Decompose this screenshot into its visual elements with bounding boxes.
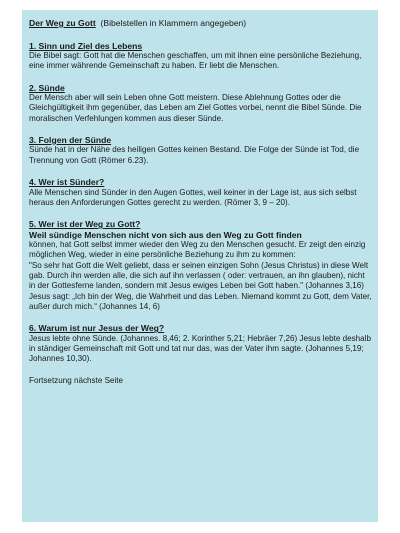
section-heading: 2. Sünde [29, 82, 65, 93]
section-paragraph: Die Bibel sagt: Gott hat die Menschen geschaffen, um mit ihnen eine persönliche Beziehung, eine immer währende Gemeinschaft zu haben. Er liebt die Menschen. [29, 51, 362, 71]
title-note: (Bibelstellen in Klammern angegeben) [100, 18, 247, 28]
section-weg-zu-gott [29, 219, 372, 312]
document-title: Der Weg zu Gott [29, 18, 96, 28]
bible-quote: Jesus sagt: „Ich bin der Weg, die Wahrheit und das Leben. Niemand kommt zu Gott, dem Vater, außer durch mich.“ (Johannes 14, 6) [29, 291, 372, 311]
section-paragraph: Alle Menschen sind Sünder in den Augen Gottes, weil keiner in der Lage ist, aus sich selbst heraus den Anforderungen Gottes gerecht zu werden. (Römer 3, 9 – 20). [29, 187, 357, 207]
title-line [29, 18, 372, 29]
section-sinn-und-ziel [29, 41, 372, 72]
continuation-note: Fortsetzung nächste Seite [29, 375, 124, 385]
section-paragraph: Sünde hat in der Nähe des heiligen Gottes keinen Bestand. Die Folge der Sünde ist Tod, die Trennung von Gott (Römer 6.23). [29, 145, 360, 165]
section-paragraph: Der Mensch aber will sein Leben ohne Gott meistern. Diese Ablehnung Gottes oder die Gleichgültigkeit ihm gegenüber, das Leben am Ziel Gottes vorbei, nennt die Bibel Sünde. Die moralischen Verfehlungen kommen aus dieser Sünde. [29, 93, 362, 123]
section-warum-nur-jesus [29, 323, 372, 364]
section-heading: 4. Wer ist Sünder? [29, 177, 105, 188]
section-heading: 6. Warum ist nur Jesus der Weg? [29, 323, 165, 334]
section-heading: 1. Sinn und Ziel des Lebens [29, 40, 143, 51]
document-page [22, 10, 378, 522]
section-heading: 5. Wer ist der Weg zu Gott? [29, 219, 141, 230]
bible-quote: "So sehr hat Gott die Welt geliebt, dass er seinen einzigen Sohn (Jesus Christus) in diese Welt gab. Durch ihn werden alle, die sich auf ihn verlassen ( oder: vertrauen, an ihn glauben), nicht in der Gottesferne landen, sondern mit Jesus ewiges Leben bei Gott haben." (Johannes 3,16) [29, 260, 369, 291]
section-paragraph: können, hat Gott selbst immer wieder den Weg zu den Menschen gesucht. Er zeigt den einzig möglichen Weg, wieder in eine persönliche Beziehung zu ihm zu kommen: [29, 240, 366, 260]
section-heading: 3. Folgen der Sünde [29, 134, 112, 145]
section-wer-ist-suender [29, 177, 372, 208]
section-paragraph: Jesus lebte ohne Sünde. (Johannes. 8,46; 2. Korinther 5,21; Hebräer 7,26) Jesus lebte deshalb in ständiger Gemeinschaft mit Gott und tat nur das, was der Vater ihm sagte. (Johannes 5,19; Johannes 10,30). [29, 333, 371, 364]
section-suende [29, 83, 372, 124]
section-subheading: Weil sündige Menschen nicht von sich aus den Weg zu Gott finden [29, 229, 302, 240]
section-folgen-der-suende [29, 135, 372, 166]
